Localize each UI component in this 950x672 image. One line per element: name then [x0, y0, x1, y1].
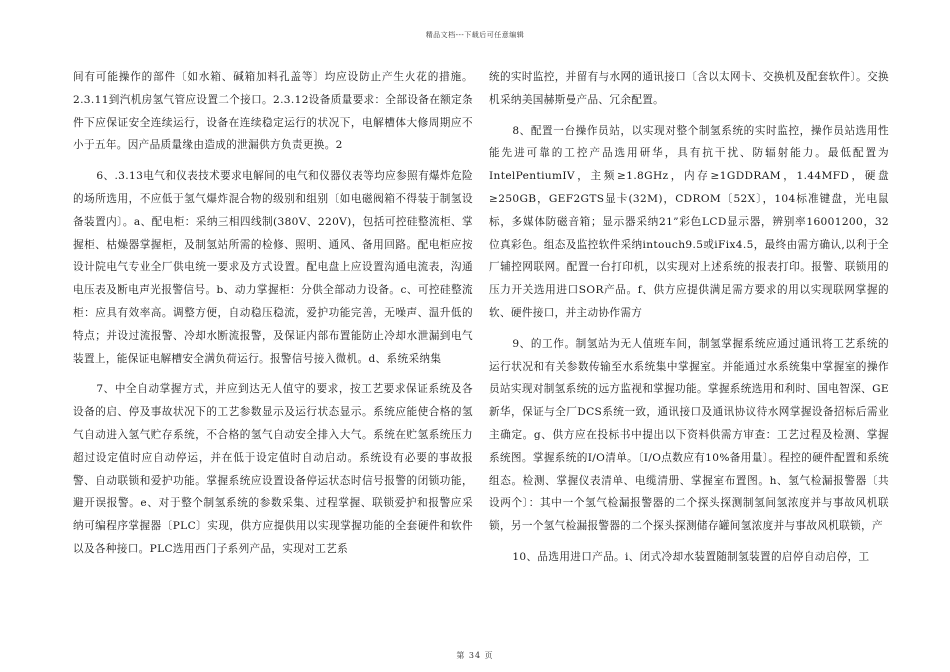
paragraph-continuation: 间有可能操作的部件〔如水箱、碱箱加料孔盖等〕均应设防止产生火花的措施。2.3.11到汽机房氢气管应设置二个接口。2.3.12设备质量要求：全部设备在额定条件下应保证安全连续运行，设备在连续稳定运行的状况下，电解槽体大修周期应不小于五年。因产品质量缘由造成的泄漏供方负责更换。2: [73, 71, 473, 152]
paragraph-8: 8、配置一台操作员站，以实现对整个制氢系统的实时监控，操作员站选用性能先进可靠的工控产品选用研华，具有抗干扰、防辐射能力。最低配置为IntelPentiumIV，主频≥1.8GHz，内存≥1GDDRAM，1.44MFD，硬盘≥250GB，GEF2GTS显卡(32M)，CDROM〔52X〕，104标准键盘，光电鼠标，多媒体防磁音箱；显示器采纳21”彩色LCD显示器，辨别率16001200，32位真彩色。组态及监控软件采纳intouch9.5或iFix4.5，最终由需方确认,以利于全厂辅控网联网。配置一台打印机，以实现对上述系统的报表打印。报警、联锁用的压力开关选用进口SOR产品。f、供方应提供满足需方要求的用以实现联网掌握的软、硬件接口，并主动协作需方: [489, 124, 889, 319]
page-number: 第 34 页: [456, 651, 494, 660]
paragraph-continuation-right: 统的实时监控，并留有与水网的通讯接口〔含以太网卡、交换机及配套软件〕。交换机采纳美国赫斯曼产品、冗余配置。: [489, 71, 889, 106]
paragraph-7: 7、中全自动掌握方式，并应到达无人值守的要求，按工艺要求保证系统及各设备的启、停及事故状况下的工艺参数显示及运行状态显示。系统应能使合格的氢气自动进入氢气贮存系统，不合格的氢气自动安全排入大气。系统在贮氢系统压力超过设定值时应自动停运，并在低于设定值时自动启动。系统设有必要的事故报警、自动联锁和爱护功能。掌握系统应设置设备停运状态时信号报警的闭锁功能，避开误报警。e、对于整个制氢系统的参数采集、过程掌握、联锁爱护和报警应采纳可编程序掌握器〔PLC〕实现，供方应提供用以实现掌握功能的全套硬件和软件以及各种接口。PLC选用西门子系列产品，实现对工艺系: [73, 383, 473, 555]
right-column: [489, 66, 889, 569]
paragraph-9: 9、的工作。制氢站为无人值班车间，制氢掌握系统应通过通讯将工艺系统的运行状况和有关参数传输至水系统集中掌握室。并能通过水系统集中掌握室的操作员站实现对制氢系统的远方监视和掌握功能。掌握系统选用和利时、国电智深、GE新华，保证与全厂DCS系统一致，通讯接口及通讯协议待水网掌握设备招标后需业主确定。g、供方应在投标书中提出以下资料供需方审查：工艺过程及检测、掌握系统图。掌握系统的I/O清单。〔I/O点数应有10%备用量〕。程控的硬件配置和系统组态。检测、掌握仪表清单、电缆清册、掌握室布置图。h、氢气检漏报警器〔共设两个〕：其中一个氢气检漏报警器的二个探头探测制氢间氢浓度并与事故风机联锁，另一个氢气检漏报警器的二个探头探测储存罐间氢浓度并与事故风机联锁，产: [489, 337, 889, 533]
page-header: 精品文档---下载后可任意编辑: [425, 31, 525, 39]
paragraph-6: 6、.3.13电气和仪表技术要求电解间的电气和仪器仪表等均应参照有爆炸危险的场所选用，不应低于氢气爆炸混合物的级别和组别〔如电磁阀箱不得装于制氢设备装置内〕。a、配电柜：采纳三相四线制(380V、220V)，包括可控硅整流柜、掌握柜、枯燥器掌握柜，及制氢站所需的检修、照明、通风、备用回路。配电柜应按设计院电气专业全厂供电统一要求及方式设置。配电盘上应设置沟通电流表，沟通电压表及断电声光报警信号。b、动力掌握柜：分供全部动力设备。c、可控硅整流柜：应具有效率高。调整方便，自动稳压稳流，爱护功能完善，无噪声、温升低的特点；并设过流报警、冷却水断流报警，及保证内部布置能防止冷却水泄漏到电气装置上，能保证电解槽安全满负荷运行。报警信号接入微机。d、系统采纳集: [73, 170, 473, 365]
paragraph-10: 10、品选用进口产品。i、闭式冷却水装置随制氢装置的启停自动启停，工: [512, 550, 870, 563]
left-column: [73, 66, 473, 561]
